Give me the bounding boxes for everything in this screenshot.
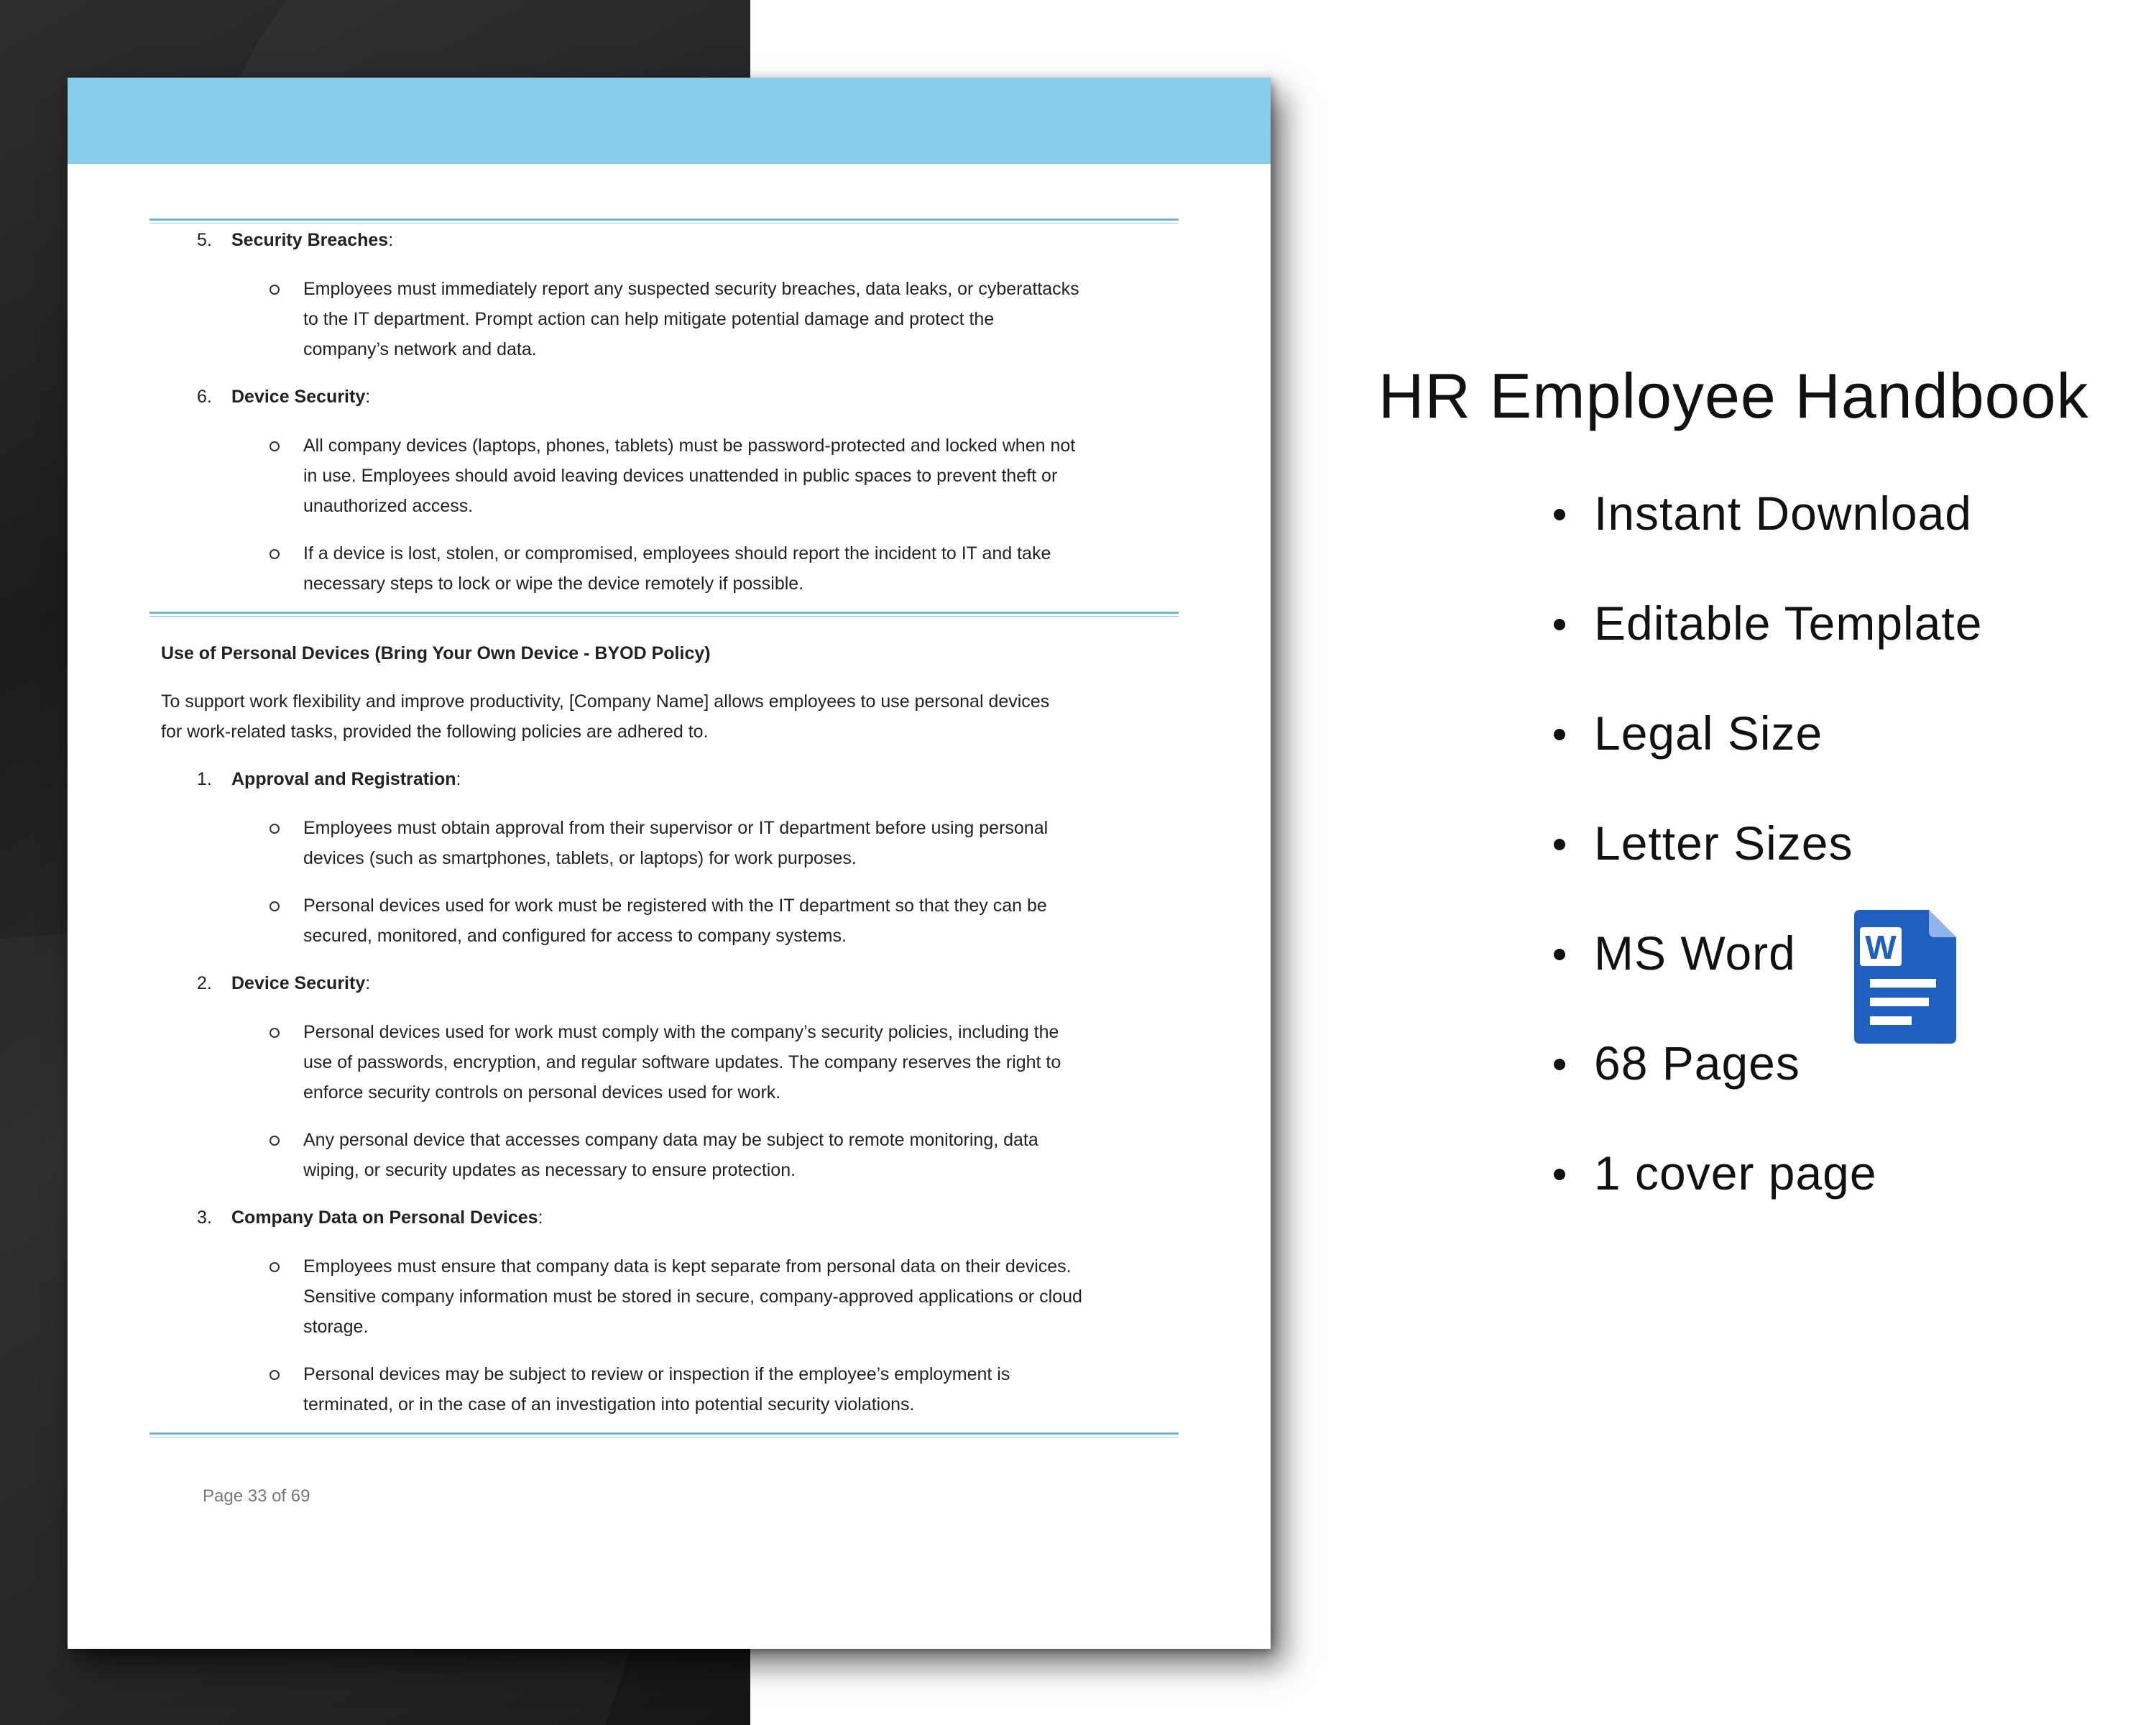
bullet-text-line: company’s network and data. (303, 339, 537, 359)
bullet-text-line: wiping, or security updates as necessary to ensure protection. (303, 1160, 796, 1180)
intro-text-line: To support work flexibility and improve productivity, [Company Name] allows employees to use personal devices (161, 691, 1050, 712)
bullet-text-line: All company devices (laptops, phones, tablets) must be password-protected and locked when not (303, 436, 1076, 456)
divider-rule (149, 218, 1179, 224)
feature-label: 68 Pages (1594, 1036, 1800, 1090)
bullet-text-line: Employees must immediately report any suspected security breaches, data leaks, or cyberattacks (303, 279, 1079, 299)
list-number: 3. (197, 1208, 212, 1228)
hollow-bullet-icon (270, 1028, 280, 1038)
list-heading-colon: : (365, 973, 371, 993)
bullet-icon (1554, 1059, 1565, 1070)
list-heading (231, 764, 461, 794)
bullet-text-line: in use. Employees should avoid leaving devices unattended in public spaces to prevent theft or (303, 466, 1058, 486)
bullet-text-line: Personal devices used for work must be registered with the IT department so that they can be (303, 896, 1047, 916)
bullet-text-line: use of passwords, encryption, and regular software updates. The company reserves the right to (303, 1052, 1061, 1072)
hollow-bullet-icon (270, 824, 280, 834)
bullet-text-line: devices (such as smartphones, tablets, or laptops) for work purposes. (303, 848, 857, 868)
bullet-text-line: Employees must ensure that company data is kept separate from personal data on their devices. (303, 1256, 1072, 1276)
intro-text-line: for work-related tasks, provided the following policies are adhered to. (161, 722, 709, 742)
list-heading-label: Company Data on Personal Devices (231, 1208, 538, 1228)
hollow-bullet-icon (270, 1262, 280, 1272)
feature-label: Letter Sizes (1594, 816, 1853, 870)
hollow-bullet-icon (270, 441, 280, 451)
divider-rule (149, 612, 1179, 617)
list-number: 5. (197, 230, 212, 250)
ms-word-icon (1854, 910, 1956, 1044)
list-heading-colon: : (388, 230, 394, 250)
list-heading (231, 225, 393, 255)
list-heading-label: Security Breaches (231, 230, 389, 250)
page-number-footer: Page 33 of 69 (203, 1486, 310, 1506)
bullet-icon (1554, 839, 1565, 850)
bullet-text-line: unauthorized access. (303, 496, 474, 516)
list-number: 2. (197, 973, 212, 993)
bullet-text-line: secured, monitored, and configured for access to company systems. (303, 926, 847, 946)
bullet-icon (1554, 619, 1565, 630)
feature-label: 1 cover page (1594, 1146, 1877, 1200)
list-heading-label: Device Security (231, 973, 366, 993)
bullet-text-line: If a device is lost, stolen, or compromised, employees should report the incident to IT and take (303, 543, 1051, 564)
bullet-text-line: Personal devices used for work must comply with the company’s security policies, including the (303, 1022, 1059, 1042)
bullet-icon (1554, 949, 1565, 960)
section-heading: Use of Personal Devices (Bring Your Own Device - BYOD Policy) (161, 643, 711, 663)
bullet-icon (1554, 1169, 1565, 1180)
feature-label: Instant Download (1594, 487, 1972, 540)
list-heading (231, 382, 370, 412)
word-icon-letter: W (1865, 929, 1897, 966)
list-heading (231, 1202, 543, 1233)
bullet-icon (1554, 509, 1565, 520)
bullet-icon (1554, 729, 1565, 740)
hollow-bullet-icon (270, 901, 280, 911)
list-heading-colon: : (538, 1208, 543, 1228)
hollow-bullet-icon (270, 1136, 280, 1146)
list-heading (231, 968, 370, 998)
list-number: 1. (197, 769, 212, 789)
product-title: HR Employee Handbook (1378, 360, 2089, 431)
list-heading-colon: : (365, 387, 371, 407)
bullet-text-line: Personal devices may be subject to review or inspection if the employee’s employment is (303, 1364, 1010, 1384)
bullet-text-line: Employees must obtain approval from their supervisor or IT department before using personal (303, 818, 1049, 838)
list-heading-label: Approval and Registration (231, 769, 456, 789)
bullet-text-line: enforce security controls on personal devices used for work. (303, 1082, 781, 1103)
bullet-text-line: necessary steps to lock or wipe the device remotely if possible. (303, 574, 804, 594)
feature-label: Editable Template (1594, 597, 1983, 650)
bullet-text-line: terminated, or in the case of an investigation into potential security violations. (303, 1394, 915, 1414)
list-heading-label: Device Security (231, 387, 366, 407)
document-page-preview (68, 78, 1271, 1649)
bullet-text-line: Sensitive company information must be stored in secure, company-approved applications or cloud (303, 1287, 1082, 1307)
hollow-bullet-icon (270, 1370, 280, 1380)
feature-label: Legal Size (1594, 707, 1823, 760)
bullet-text-line: Any personal device that accesses company data may be subject to remote monitoring, data (303, 1130, 1038, 1150)
feature-label: MS Word (1594, 926, 1796, 980)
divider-rule (149, 1432, 1179, 1438)
hollow-bullet-icon (270, 285, 280, 295)
bullet-text-line: storage. (303, 1317, 369, 1337)
list-heading-colon: : (456, 769, 461, 789)
hollow-bullet-icon (270, 549, 280, 559)
page-header-band (68, 78, 1271, 164)
bullet-text-line: to the IT department. Prompt action can help mitigate potential damage and protect the (303, 309, 995, 329)
list-number: 6. (197, 387, 212, 407)
